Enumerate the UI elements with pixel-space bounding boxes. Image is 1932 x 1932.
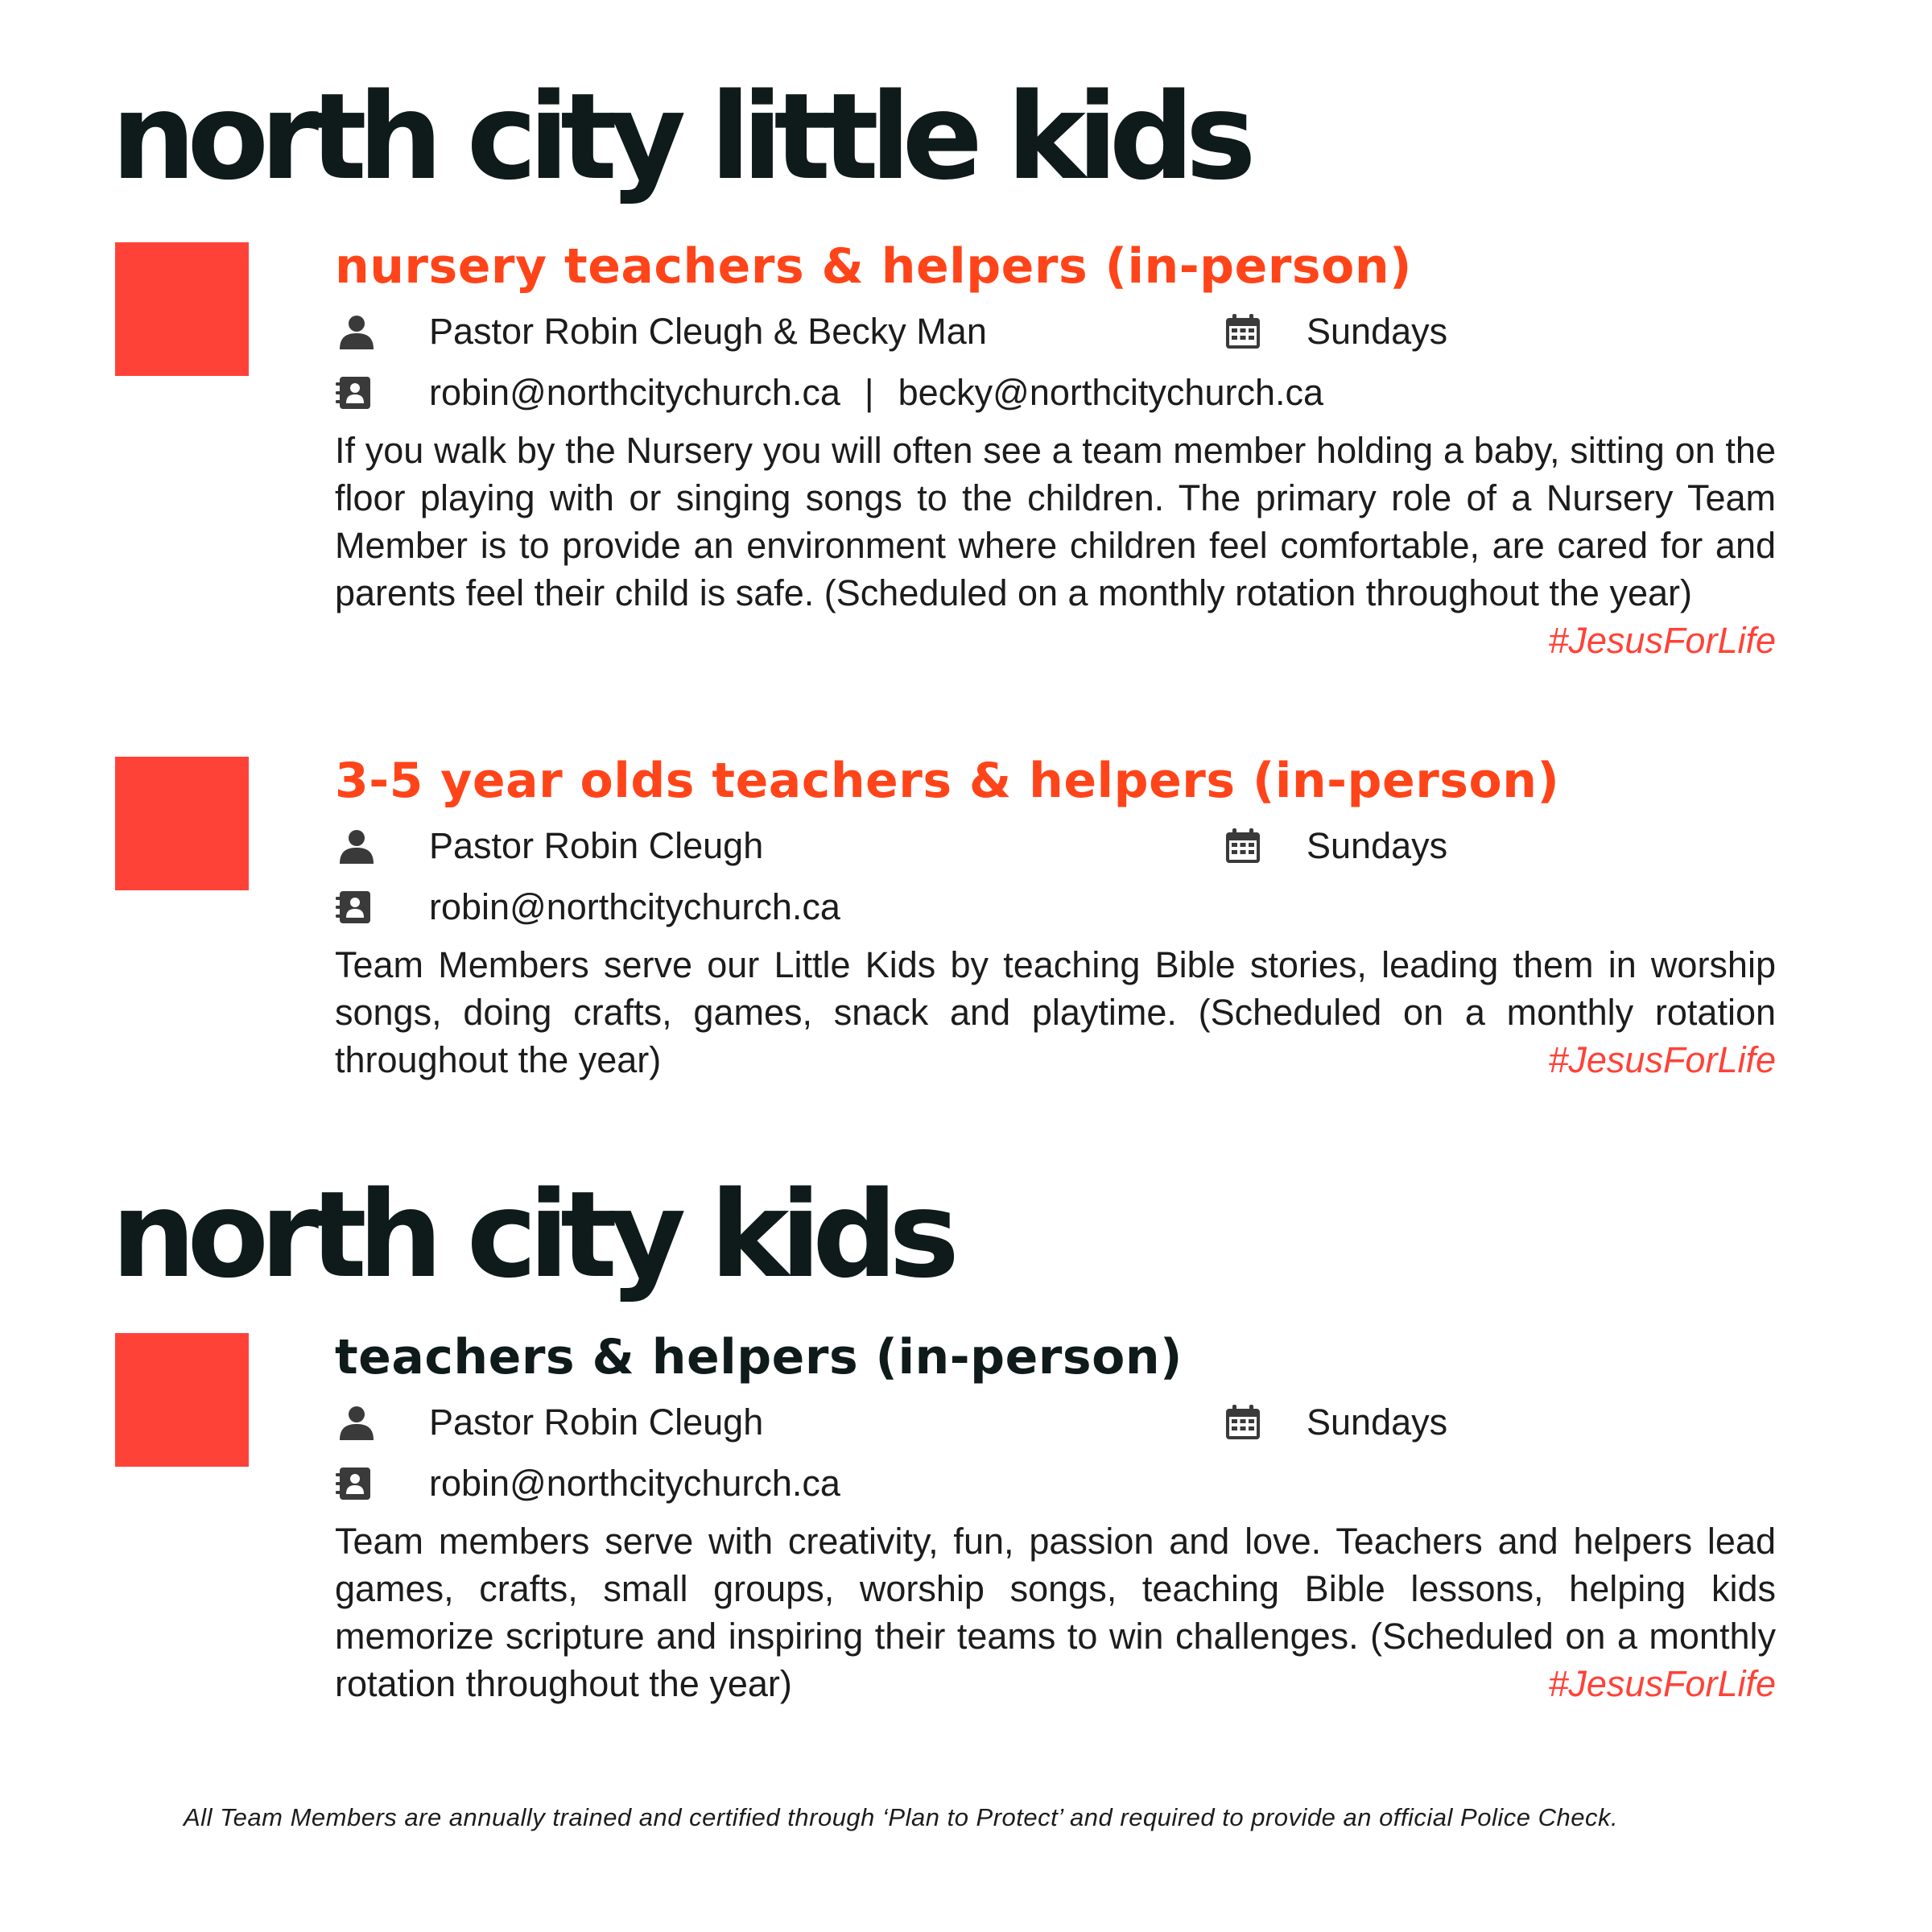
leader-name: Pastor Robin Cleugh: [429, 1402, 764, 1443]
person-icon: [338, 828, 375, 865]
contact-emails: [429, 1453, 840, 1514]
description-text: Team members serve with creativity, fun, passion and love. Teachers and helpers lead games, crafts, small groups, worship songs, teaching Bible lessons, helping kids memorize scripture and inspiring their teams to win challenges. (Scheduled on a monthly rotation throughout the year): [335, 1521, 1776, 1704]
entry-title: teachers & helpers (in-person): [335, 1329, 1183, 1385]
calendar-icon: [1224, 313, 1261, 350]
contact-card-icon: [335, 374, 372, 411]
person-icon: [338, 1404, 375, 1441]
entry-description: [335, 427, 1776, 661]
calendar-icon: [1224, 828, 1261, 865]
red-square-marker: [115, 242, 249, 376]
leader-row: [335, 815, 1776, 877]
schedule-day: Sundays: [1307, 311, 1448, 352]
contact-row: [335, 362, 1776, 423]
contact-card-icon: [335, 889, 372, 926]
ministry-entry-kids-teachers: [335, 1324, 1776, 1707]
footer-note: All Team Members are annually trained and certified through ‘Plan to Protect’ and required to provide an official Police Check.: [184, 1803, 1619, 1831]
hashtag: #JesusForLife: [1548, 1039, 1776, 1080]
entry-title: 3-5 year olds teachers & helpers (in-person): [335, 753, 1560, 809]
person-icon: [338, 313, 375, 350]
contact-emails: [429, 877, 840, 938]
description-text: Team Members serve our Little Kids by teaching Bible stories, leading them in worship songs, doing crafts, games, snack and playtime. (Scheduled on a monthly rotation throughout the year): [335, 944, 1776, 1080]
calendar-icon: [1224, 1404, 1261, 1441]
schedule-day: Sundays: [1307, 1402, 1448, 1443]
entry-description: [335, 1517, 1776, 1707]
entry-title: nursery teachers & helpers (in-person): [335, 238, 1412, 295]
red-square-marker: [115, 1333, 249, 1467]
schedule-day: Sundays: [1307, 825, 1448, 866]
email-separator: |: [864, 372, 874, 413]
leader-name: Pastor Robin Cleugh: [429, 825, 764, 866]
description-text: If you walk by the Nursery you will often see a team member holding a baby, sitting on the floor playing with or singing songs to the children. The primary role of a Nursery Team Member is to provide an environment where children feel comfortable, are cared for and parents feel their child is safe. (Scheduled on a monthly rotation throughout the year): [335, 430, 1776, 613]
hashtag: #JesusForLife: [1548, 620, 1776, 661]
leader-row: [335, 301, 1776, 362]
section-title-little-kids: north city little kids: [111, 68, 1248, 206]
email-link[interactable]: becky@northcitychurch.ca: [898, 372, 1324, 413]
leader-name: Pastor Robin Cleugh & Becky Man: [429, 311, 987, 352]
hashtag: #JesusForLife: [1548, 1663, 1776, 1704]
ministry-entry-nursery: [335, 233, 1776, 664]
contact-row: [335, 877, 1776, 938]
section-title-kids: north city kids: [111, 1166, 952, 1304]
email-link[interactable]: robin@northcitychurch.ca: [429, 1463, 840, 1504]
contact-emails: [429, 362, 1323, 423]
ministry-entry-3-5-year-olds: [335, 748, 1776, 1084]
leader-row: [335, 1392, 1776, 1453]
email-link[interactable]: robin@northcitychurch.ca: [429, 372, 840, 413]
entry-description: [335, 941, 1776, 1084]
contact-row: [335, 1453, 1776, 1514]
email-link[interactable]: robin@northcitychurch.ca: [429, 886, 840, 927]
red-square-marker: [115, 757, 249, 890]
contact-card-icon: [335, 1465, 372, 1502]
